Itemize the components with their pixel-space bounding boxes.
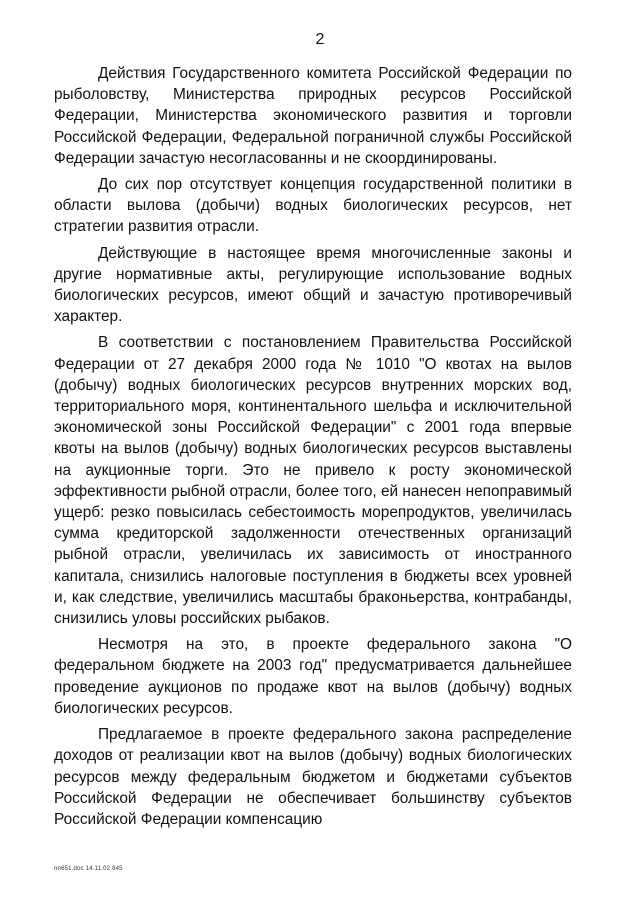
paragraph-laws: Действующие в настоящее время многочисленные законы и другие нормативные акты, регулирующие использование водных биологических ресурсов, имеют общий и зачастую противоречивый характер.	[54, 244, 572, 326]
paragraph-budget-2003: Несмотря на это, в проекте федерального закона "О федеральном бюджете на 2003 год" предусматривается дальнейшее проведение аукционов по продаже квот на вылов (добычу) водных биологических ресурсов.	[54, 636, 572, 717]
paragraph-ministries: Действия Государственного комитета Российской Федерации по рыболовству, Министерства природных ресурсов Российской Федерации, Министерства экономического развития и торговли Российской Федерации, Федеральной пограничной службы Российской Федерации зачастую несогласованны и не скоординированы.	[54, 65, 572, 167]
paragraph-revenue-distribution: Предлагаемое в проекте федерального закона распределение доходов от реализации квот на вылов (добычу) водных биологических ресурсов между федеральным бюджетом и бюджетами субъектов Российской Федерации не обеспечивает большинству субъектов Российской Федерации компенсацию	[54, 726, 572, 828]
paragraph-resolution-1010: В соответствии с постановлением Правительства Российской Федерации от 27 декабря 2000 года № 1010 "О квотах на вылов (добычу) водных биологических ресурсов внутренних морских вод, территориального моря, континентального шельфа и исключительной экономической зоны Российской Федерации" с 2001 года впервые квоты на вылов (добычу) водных биологических ресурсов выставлены на аукционные торги. Это не привело к росту экономической эффективности рыбной отрасли, более того, ей нанесен непоправимый ущерб: резко повысилась себестоимость морепродуктов, увеличилась сумма кредиторской задолженности отечественных организаций рыбной отрасли, увеличилась их зависимость от иностранного капитала, снизились налоговые поступления в бюджеты всех уровней и, как следствие, увеличились масштабы браконьерства, контрабанды, снизились уловы российских рыбаков.	[54, 334, 572, 628]
paragraph-no-concept: До сих пор отсутствует концепция государственной политики в области вылова (добычи) водных биологических ресурсов, нет стратегии развития отрасли.	[54, 176, 572, 236]
document-body	[54, 63, 572, 835]
file-footer: nn651.doc 14.11.02 845	[54, 866, 123, 872]
page-number: 2	[315, 31, 325, 48]
